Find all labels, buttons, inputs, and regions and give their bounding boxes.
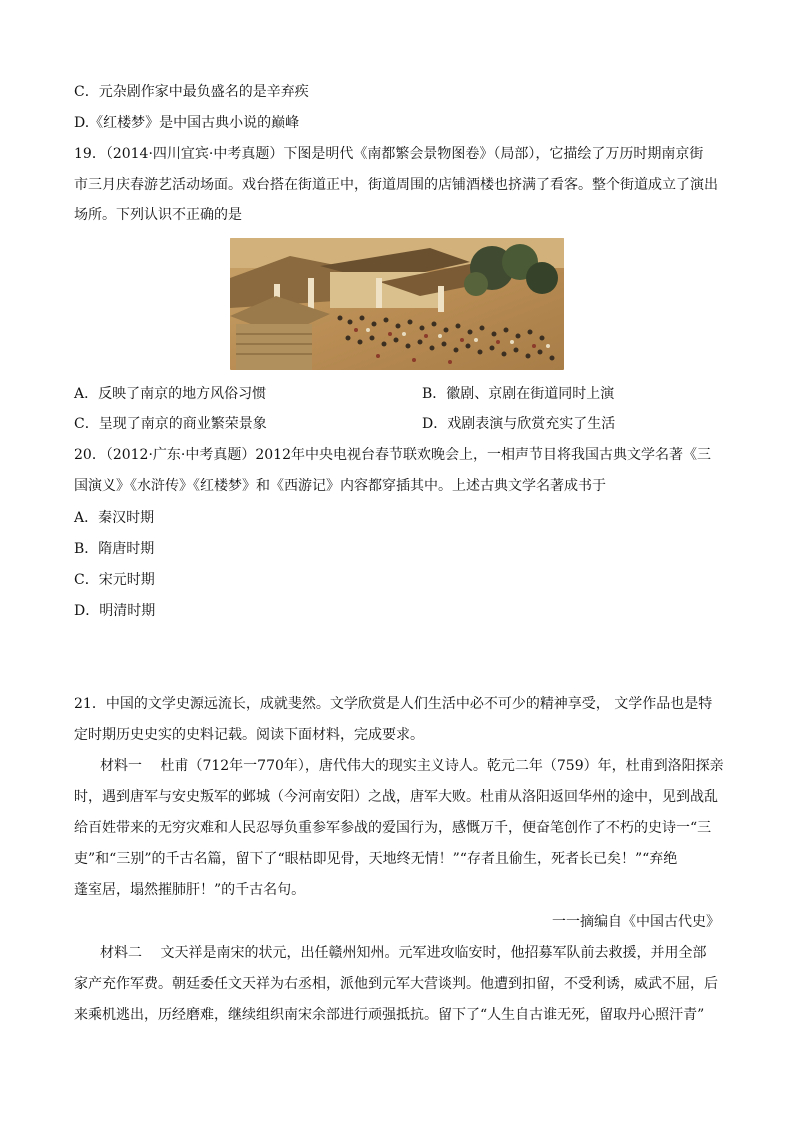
painting-illustration — [230, 238, 564, 370]
material1-line2: 时，遇到唐军与安史叛军的邺城（今河南安阳）之战，唐军大败。杜甫从洛阳返回华州的途中，见到战乱 — [74, 789, 718, 805]
material1-line3: 给百姓带来的无穷灾难和人民忍辱负重参军参战的爱国行为，感慨万千，便奋笔创作了不朽的史诗一“三 — [74, 820, 712, 836]
q19-option-d: D．戏剧表演与欣赏充实了生活 — [422, 416, 616, 432]
material2-line3: 来乘机逃出，历经磨难，继续组织南宋余部进行顽强抵抗。留下了“人生自古谁无死，留取丹心照汗青” — [74, 1007, 705, 1023]
q18-option-c: C．元杂剧作家中最负盛名的是辛弃疾 — [74, 84, 309, 100]
q21-intro-line1: 21．中国的文学史源远流长，成就斐然。文学欣赏是人们生活中必不可少的精神享受， 文学作品也是特 — [74, 696, 713, 712]
material2-line2: 家产充作军费。朝廷委任文天祥为右丞相，派他到元军大营谈判。他遭到扣留，不受利诱，威武不屈，后 — [74, 976, 718, 992]
q18-option-d: D.《红楼梦》是中国古典小说的巅峰 — [74, 115, 300, 131]
q19-stem-line1: 19．（2014·四川宜宾·中考真题）下图是明代《南都繁会景物图卷》（局部），它描绘了万历时期南京街 — [74, 146, 704, 162]
painting-image — [230, 238, 564, 370]
q19-option-a: A．反映了南京的地方风俗习惯 — [74, 386, 267, 402]
q19-options-row2 — [74, 414, 616, 434]
q20-stem-line1: 20．（2012·广东·中考真题）2012年中央电视台春节联欢晚会上，一相声节目将我国古典文学名著《三 — [74, 447, 711, 463]
q20-option-a: A．秦汉时期 — [74, 510, 155, 526]
q20-option-c: C．宋元时期 — [74, 572, 155, 588]
material1-line1: 材料一 杜甫（712年一770年），唐代伟大的现实主义诗人。乾元二年（759）年，杜甫到洛阳探亲 — [100, 758, 724, 774]
q19-stem-line2: 市三月庆春游艺活动场面。戏台搭在街道正中，街道周围的店铺酒楼也挤满了看客。整个街道成立了演出 — [74, 177, 718, 193]
q20-stem-line2: 国演义》《水浒传》《红楼梦》和《西游记》内容都穿插其中。上述古典文学名著成书于 — [74, 478, 606, 494]
material2-line1: 材料二 文天祥是南宋的状元，出任赣州知州。元军进攻临安时，他招募军队前去救援，并用全部 — [100, 945, 707, 961]
q19-stem-line3: 场所。下列认识不正确的是 — [74, 207, 242, 223]
q21-intro-line2: 定时期历史史实的史料记载。阅读下面材料，完成要求。 — [74, 727, 424, 743]
q20-option-b: B．隋唐时期 — [74, 541, 155, 557]
material1-line4: 吏”和“三别”的千古名篇，留下了“眼枯即见骨，天地终无情！”“存者且偷生，死者长已矣！”“弃绝 — [74, 851, 678, 867]
material1-line5: 蓬室居，塌然摧肺肝！”的千古名句。 — [74, 882, 306, 898]
material1-source: 一一摘编自《中国古代史》 — [552, 914, 720, 930]
q19-option-c: C．呈现了南京的商业繁荣景象 — [74, 416, 267, 432]
q19-option-b: B．徽剧、京剧在街道同时上演 — [422, 386, 615, 402]
q20-option-d: D．明清时期 — [74, 603, 156, 619]
q19-options-row1 — [74, 384, 615, 404]
